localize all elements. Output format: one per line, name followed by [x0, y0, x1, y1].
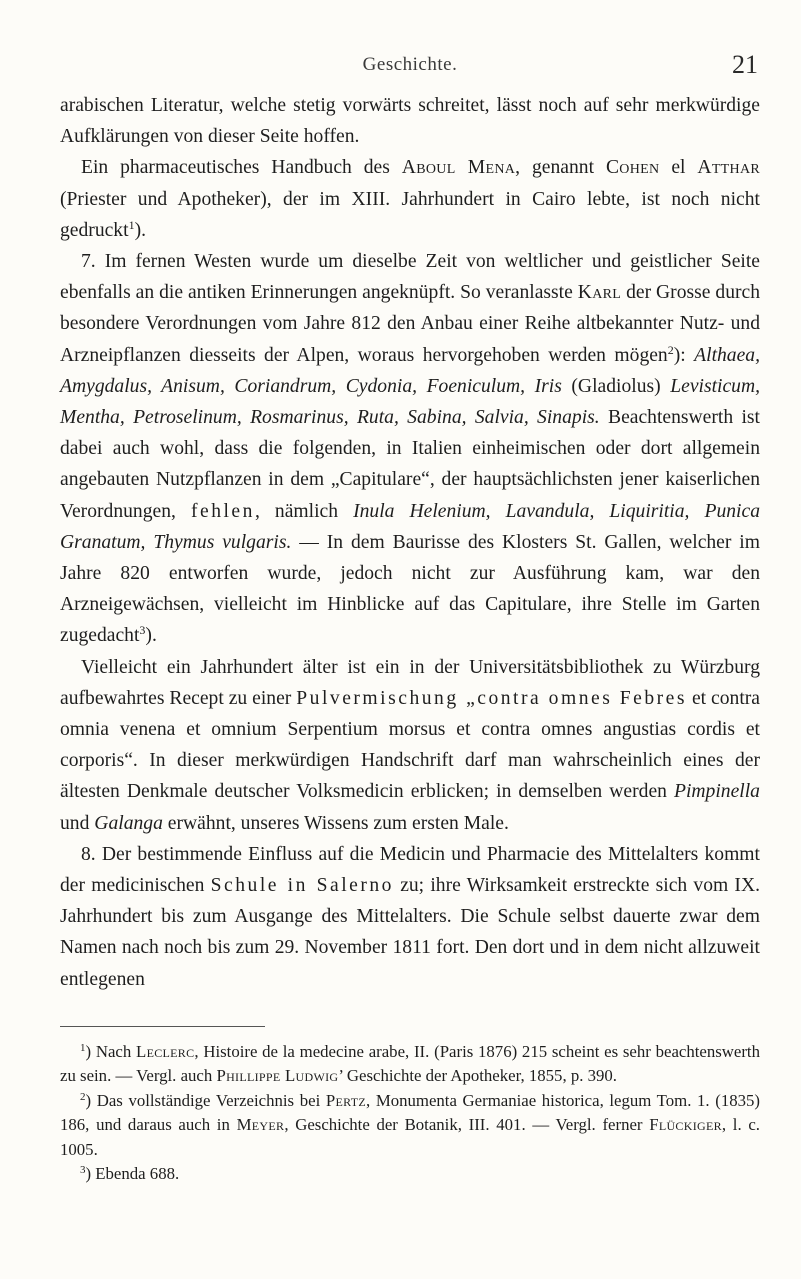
- text-run: , genannt: [515, 157, 595, 179]
- text-run: 7. Im fernen Westen wurde um dieselbe Zeit von weltlicher und geistlicher Seite ebenfalls an die antiken Erinnerungen angeknüpft. So veranlasste: [60, 251, 760, 304]
- text-run: , Geschichte der Botanik, III. 401. — Vergl. ferner: [284, 1115, 643, 1135]
- footnote-mark: 3: [80, 1164, 86, 1177]
- text-run: Beachtenswerth ist dabei auch wohl, dass die folgenden, in Italien einheimischen oder dort allgemein angebauten Nutzpflanzen in dem „Capitulare“, der hauptsächlichsten jener kaiserlichen Verordnungen,: [60, 407, 760, 522]
- text-run: ).: [145, 625, 157, 647]
- footnotes: [60, 1040, 760, 1186]
- footnote-ref: 2: [667, 342, 674, 357]
- text-run: , l. c. 1005.: [60, 1115, 760, 1159]
- text-run: Vielleicht ein Jahrhundert älter ist ein in der Universitätsbibliothek zu Würzburg aufbewahrtes Recept zu einer: [60, 656, 760, 709]
- emphasis: Pulvermischung „contra omnes Febres: [296, 687, 688, 709]
- footnote-1: [60, 1040, 760, 1089]
- text-run: el: [671, 157, 686, 179]
- text-run: ):: [673, 344, 686, 366]
- text-run: , Monumenta Germaniae historica, legum Tom. 1. (1835) 186, und daraus auch in: [60, 1090, 760, 1135]
- author-name: Flückiger: [649, 1115, 722, 1135]
- running-title: Geschichte.: [362, 54, 458, 75]
- text-run: , Histoire de la medecine arabe, II. (Paris 1876) 215 scheint es sehr beachtenswerth zu sein. — Vergl. auch: [60, 1042, 760, 1086]
- text-run: ) Ebenda 688.: [85, 1164, 180, 1184]
- text-run: — In dem Baurisse des Klosters St. Gallen, welcher im Jahre 820 entworfen wurde, jedoch nicht zur Ausführung kam, war den Arzneigewächsen, vielleicht im Hinblicke auf das Capitulare, ihre Stelle im Garten zugedacht: [60, 531, 760, 647]
- text-run: und: [60, 812, 90, 834]
- text-run: 8. Der bestimmende Einfluss auf die Medicin und Pharmacie des Mittelalters kommt der medicinischen: [60, 843, 760, 897]
- person-name: Cohen: [605, 157, 660, 179]
- text-run: , nämlich: [254, 500, 339, 522]
- footnote-3: [60, 1162, 760, 1186]
- paragraph-3: [60, 246, 760, 652]
- text-run: (Priester und Apotheker), der im XIII. Jahrhundert in Cairo lebte, ist noch nicht gedruckt: [60, 188, 760, 241]
- paragraph-4: [60, 652, 760, 839]
- text-run: ) Das vollständige Verzeichnis bei: [85, 1090, 321, 1110]
- footnote-divider: [60, 1026, 265, 1027]
- emphasis: Schule in Salerno: [210, 875, 394, 897]
- text-run: ’ Geschichte der Apotheker, 1855, p. 390.: [338, 1066, 617, 1086]
- text-run: zu; ihre Wirksamkeit erstreckte sich vom IX. Jahrhundert bis zum Ausgange des Mittelalters. Die Schule selbst dauerte zwar dem Namen nach noch bis zum 29. November 1811 fort. Den dort und in dem nicht allzuweit entlegenen: [60, 875, 761, 990]
- plant-names: Althaea, Amygdalus, Anisum, Coriandrum, Cydonia, Foeniculum, Iris: [60, 344, 760, 397]
- paragraph-2: [60, 152, 760, 246]
- person-name: Karl: [577, 282, 622, 304]
- author-name: Meyer: [236, 1115, 285, 1135]
- text-run: ) Nach: [85, 1042, 132, 1061]
- plant-names: Levisticum, Mentha, Petroselinum, Rosmarinus, Ruta, Sabina, Salvia, Sinapis.: [60, 375, 761, 429]
- running-head: [60, 52, 760, 82]
- text-run: (Gladiolus): [571, 375, 661, 397]
- author-name: Phillippe Ludwig: [216, 1066, 339, 1086]
- person-name: Aboul Mena: [401, 157, 516, 179]
- plant-name: Pimpinella: [674, 781, 760, 803]
- author-name: Leclerc: [136, 1042, 195, 1061]
- text-run: Ein pharmaceutisches Handbuch des: [81, 157, 390, 179]
- footnote-ref: 1: [128, 217, 135, 232]
- plant-names: Inula Helenium, Lavandula, Liquiritia, Punica Granatum, Thymus vulgaris.: [60, 500, 760, 553]
- emphasis: fehlen: [190, 500, 255, 522]
- author-name: Pertz: [325, 1090, 366, 1110]
- text-run: ).: [134, 219, 146, 241]
- paragraph-1: arabischen Literatur, welche stetig vorwärts schreitet, lässt noch auf sehr merkwürdige Aufklärungen von dieser Seite hoffen.: [60, 95, 760, 148]
- text-run: et contra omnia venena et omnium Serpentium morsus et contra omnes angustias cordis et corporis“. In dieser merkwürdigen Handschrift darf man wahrscheinlich eines der ältesten Denkmale deutscher Volksmedicin erblicken; in demselben werden: [60, 687, 761, 803]
- footnote-mark: 1: [80, 1042, 86, 1054]
- person-name: Atthar: [697, 157, 760, 179]
- body-text: [60, 90, 760, 995]
- plant-name: Galanga: [94, 812, 163, 834]
- text-run: erwähnt, unseres Wissens zum ersten Male.: [167, 812, 509, 834]
- text-run: der Grosse durch besondere Verordnungen vom Jahre 812 den Anbau einer Reihe altbekannter Nutz- und Arzneipflanzen diesseits der Alpen, woraus hervorgehoben werden mögen: [60, 282, 761, 366]
- footnote-mark: 2: [80, 1090, 86, 1103]
- page-number: 21: [732, 50, 758, 79]
- footnote-2: [60, 1089, 760, 1162]
- paragraph-5: [60, 839, 760, 995]
- footnote-ref: 3: [139, 623, 146, 638]
